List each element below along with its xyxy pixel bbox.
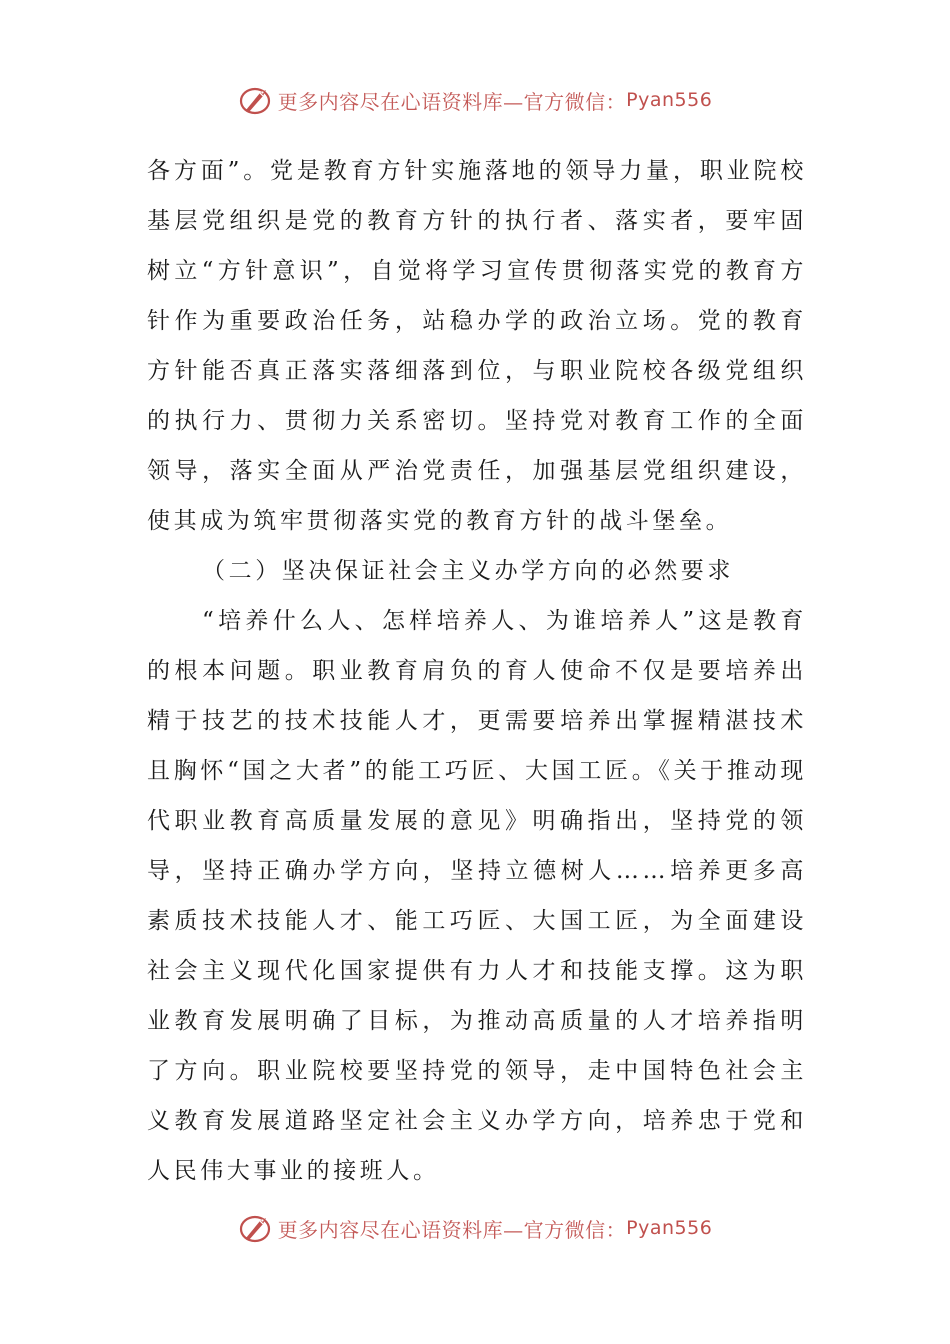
watermark-wechat-id: Pyan556 xyxy=(626,1217,713,1239)
watermark-text: 更多内容尽在心语资料库—官方微信： xyxy=(277,89,627,114)
footer-watermark xyxy=(0,1212,950,1244)
section-heading: （二）坚决保证社会主义办学方向的必然要求 xyxy=(202,558,734,584)
pen-nib-logo-icon xyxy=(238,1212,274,1244)
document-body xyxy=(147,146,807,1196)
paragraph-2: “培养什么人、怎样培养人、为谁培养人”这是教育的根本问题。职业教育肩负的育人使命不仅是要培养出精于技艺的技术技能人才，更需要培养出掌握精湛技术且胸怀“国之大者”的能工巧匠、大国工匠。《关于推动现代职业教育高质量发展的意见》明确指出，坚持党的领导，坚持正确办学方向，坚持立德树人……培养更多高素质技术技能人才、能工巧匠、大国工匠，为全面建设社会主义现代化国家提供有力人才和技能支撑。这为职业教育发展明确了目标，为推动高质量的人才培养指明了方向。职业院校要坚持党的领导，走中国特色社会主义教育发展道路坚定社会主义办学方向，培养忠于党和人民伟大事业的接班人。 xyxy=(147,608,807,1184)
watermark-wechat-id: Pyan556 xyxy=(626,89,713,111)
header-watermark xyxy=(0,84,950,116)
watermark-text: 更多内容尽在心语资料库—官方微信： xyxy=(277,1217,627,1242)
pen-nib-logo-icon xyxy=(238,84,274,116)
paragraph-1: 各方面”。党是教育方针实施落地的领导力量，职业院校基层党组织是党的教育方针的执行者、落实者，要牢固树立“方针意识”，自觉将学习宣传贯彻落实党的教育方针作为重要政治任务，站稳办学的政治立场。党的教育方针能否真正落实落细落到位，与职业院校各级党组织的执行力、贯彻力关系密切。坚持党对教育工作的全面领导，落实全面从严治党责任，加强基层党组织建设，使其成为筑牢贯彻落实党的教育方针的战斗堡垒。 xyxy=(147,158,807,534)
